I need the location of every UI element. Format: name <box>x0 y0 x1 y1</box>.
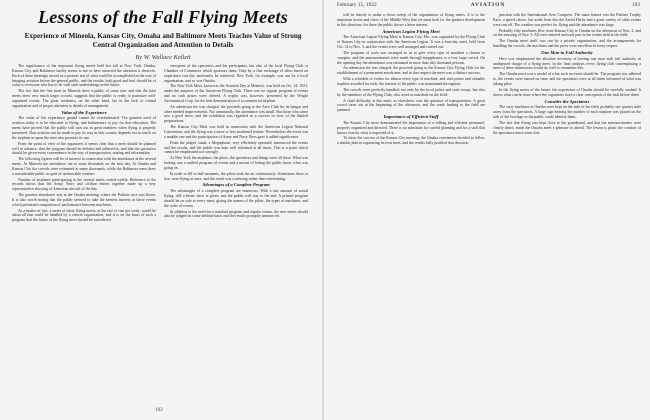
section-heading: One Man in Full Authority <box>541 49 593 55</box>
body-paragraph: The significance of the important flying meets held last fall at New York, Omaha, Kansas City and Baltimore hardly seems to me to have attracted the attention it deserves. Each of these meetings served as a pioneer test of what could be accomplished in the way of bringing aviation before the general public, and the results, both good and bad, should be of value to everyone who has to do with such undertakings in the future. <box>12 64 156 88</box>
body-paragraph: From the point of view of the organizers it seems clear that a meet should be planned well in advance, that the program should be definite and adhered to, and that the spectators should be given every convenience in the way of transportation, seating and information. <box>12 141 156 156</box>
body-paragraph: A chief difficulty at this meet, as elsewhere, was the question of transportation. A great crowd turns out at the beginning of the afternoon, and the roads leading to the field are jammed. <box>337 98 485 113</box>
body-paragraph: The value of the experience gained cannot be overestimated. The greatest need of aviation today is to be educated to flying, and furthermore to pay for that education. The meets have proved that the public will turn out in great numbers when flying is properly presented. That aviation can be made to pay its way in this country depends not so much on the airplane as upon the men who promote its use. <box>12 116 156 140</box>
body-paragraph: viewpoint of the spectators and the participants, but also of the local Flying Club or Chamber of Commerce which sponsors them. Only by a fine exchange of ideas based on experience can this uniformity be achieved. New York, for example, was run by a local organization, and so was Omaha. <box>164 64 308 83</box>
body-paragraph: The advantages of a complete program are numerous. With a fair amount of actual flying, still a better show is given, and the public will stay to the end. A printed program should be on sale at every meet, giving the names of the pilots, the types of machines, and the order of events. <box>164 189 308 208</box>
body-paragraph: To show the success of the Kansas City meeting, the Omaha convention decided to follow a similar plan in organizing its own meet, and the results fully justified that decision. <box>337 136 485 146</box>
body-paragraph: An admission fee was charged, the proceeds going to the Kansas City Flying Club for the establishment of a permanent aerodrome, and in that respect the meet was a distinct success. <box>337 66 485 76</box>
running-header-date: February 15, 1922 <box>337 2 377 8</box>
body-paragraph: An admission fee was charged, the proceeds going to the Aero Club for its hangar and other needed improvements. Not unnaturally, the attendance was small. But those who came saw a good show, and the exhibition was regarded as a success in view of the limited preparations. <box>164 104 308 124</box>
article-byline: By W. Wallace Kellett <box>135 54 191 61</box>
body-paragraph: From the judges' stand, a Megaphone, very efficiently operated, announced the events and the results, and the public was kept well informed at all times. This is a point which cannot be emphasized too strongly. <box>164 140 308 155</box>
body-paragraph: The sixty machines at Omaha were kept on the side of the field, probably one quarter mile away from the spectators. A large sign bearing the number of each airplane was placed on the side of the fuselage so the public could identify them. <box>493 105 641 120</box>
running-header-page-number: 193 <box>631 2 640 8</box>
body-paragraph: The program of races was arranged so as to give every type of machine a chance to compete, and the announcements were made through megaphones to a very large crowd. On the opening day the attendance was estimated at more than fifty thousand persons. <box>337 50 485 65</box>
body-paragraph: The fact that flying was kept close to the grandstand, and that the announcements were clearly heard, made the Omaha meet a pleasure to attend. The lesson is plain: the comfort of the spectators must come first. <box>493 120 641 135</box>
section-heading: Value of the Experience <box>61 109 107 115</box>
body-paragraph: With a schedule of events for almost every type of machine, and with prizes and valuable trophies awarded for each, the interest of the public was maintained throughout. <box>337 77 485 86</box>
running-header-magazine: AVIATION <box>470 2 506 8</box>
body-paragraph: Number of airplanes participating in the several meets varied widely. Reference to the records shows that the Army, Navy and civilian entries together made up a very representative showing of American aircraft of the day. <box>12 177 156 192</box>
body-paragraph: The crowds were perfectly handled, not only by the local police and state troops, but also by the members of the Flying Club, who acted as marshals on the field. <box>337 87 485 97</box>
section-heading: Advantages of a Complete Program <box>202 182 270 188</box>
left-page-column-1 <box>12 64 156 406</box>
body-paragraph: Here was emphasized the absolute necessity of having one man with full authority in undisputed charge of a flying meet. In the final analysis every flying club contemplating a meet of these dimensions would do well to remember this. <box>493 56 641 71</box>
body-paragraph: The Kansas City meet demonstrated the importance of a willing and efficient personnel, properly organized and directed. There is no substitute for careful planning and for a staff that knows exactly what is expected of it. <box>337 120 485 135</box>
section-heading: American Legion Flying Meet <box>382 28 440 34</box>
left-page-number: 192 <box>155 408 163 413</box>
article-subtitle: Experience of Mineola, Kansas City, Omaha and Baltimore Meets Teaches Value of Strong Central Organization and Attention to Details <box>24 32 302 49</box>
right-page-column-1 <box>337 13 485 406</box>
body-paragraph: At New York the airplanes, the pilots, the spectators and things were all there. What was lacking was a unified program of events and a means of letting the public know what was going on. <box>164 156 308 170</box>
body-paragraph: junction with the International Aero Congress. The main feature was the Pulitzer Trophy Race, a speed classic, but aside from this the Aerial Derby and a great variety of other events were run off. The weather was perfect for flying and the attendance was large. <box>493 13 641 27</box>
body-paragraph: The New York Meet, known as the Aviation Day at Mineola, was held on Oct. 14, 1921, under the auspices of the American Flying Club. There was no regular program of events and no cash prizes were offered. A trophy was, however, presented by the Wright Aeronautical Corp. for the best demonstration of a commercial airplane. <box>164 84 308 103</box>
body-paragraph: As a matter of fact, a series of thirty flying meets, at the rate of one per week, would be about all that could be handled by a central organization, and it is on the basis of such a program that the future of the flying meet should be considered. <box>12 208 156 223</box>
body-paragraph: will be shortly to make a clean sweep of the organization of flying meets. It is to the important towns and cities of the Middle West that we must look for the greatest development in this direction, for there the public shows a keen interest. <box>337 13 485 27</box>
right-page-column-2 <box>493 13 641 406</box>
page-gutter <box>322 0 324 420</box>
body-paragraph: The greatest attendance was at the Omaha meeting, where the Pulitzer race was flown. It is also worth noting that the public seemed to take the keenest interest in those events which permitted comparison of performance between machines. <box>12 193 156 207</box>
body-paragraph: The fact that the first meet in Mineola drew a public of some size, and that the later meets drew very much larger crowds, suggests that the public is ready to patronize well-organized events. The great weakness, on the other hand, lay in the lack of central organization and of proper attention to details of management. <box>12 89 156 108</box>
body-paragraph: The Omaha meet itself was run by a private organization, and the arrangements for handling the crowds, the machines and the press were excellent in every respect. <box>493 39 641 49</box>
body-paragraph: The American Legion Flying Meet at Kansas City, Mo., was organized by the Flying Club of Kansas City in conjunction with the American Legion. It was a four-day meet, held from Oct. 31 to Nov. 3, and the events were well arranged and carried out. <box>337 35 485 50</box>
section-heading: Importance of Efficient Staff <box>383 114 439 120</box>
body-paragraph: In addition to the need for a standard program and regular events, the new meets should also be judged on some definite basis and the results promptly announced. <box>164 209 308 219</box>
article-title: Lessons of the Fall Flying Meets <box>38 7 288 27</box>
right-page <box>333 0 646 420</box>
section-heading: Consider the Spectators <box>544 98 590 104</box>
body-paragraph: The Omaha meet was a model of what such an event should be. The program was adhered to, the events were started on time, and the spectators were at all times informed of what was taking place. <box>493 72 641 86</box>
body-paragraph: In the flying meets of the future, the experience of Omaha should be carefully studied. It shows what can be done where the organizers have a clear conception of the task before them. <box>493 87 641 97</box>
body-paragraph: Probably fifty machines flew from Kansas City to Omaha on the afternoon of Nov. 2, and on the morning of Nov. 3. All were entered and took part in the events held at the field. <box>493 28 641 38</box>
left-page <box>4 0 314 420</box>
left-page-column-2 <box>164 64 308 406</box>
body-paragraph: The following figures will be of interest in connection with the attendance at the several meets. At Mineola the attendance ran to some thousands on the best day. At Omaha and Kansas City the crowds were estimated at many thousands, while the Baltimore meet drew a considerable public in spite of unfavorable weather. <box>12 157 156 176</box>
body-paragraph: In order to fill in dull moments, the pilots took the air continuously. Sometimes three or four were flying at once, and the result was confusing rather than entertaining. <box>164 171 308 181</box>
body-paragraph: The Kansas City Meet was held in connection with the American Legion National Convention, and the flying was a more or less incidental feature. Nevertheless the event was a notable one and the participation of Army and Navy fliers gave it added significance. <box>164 125 308 139</box>
